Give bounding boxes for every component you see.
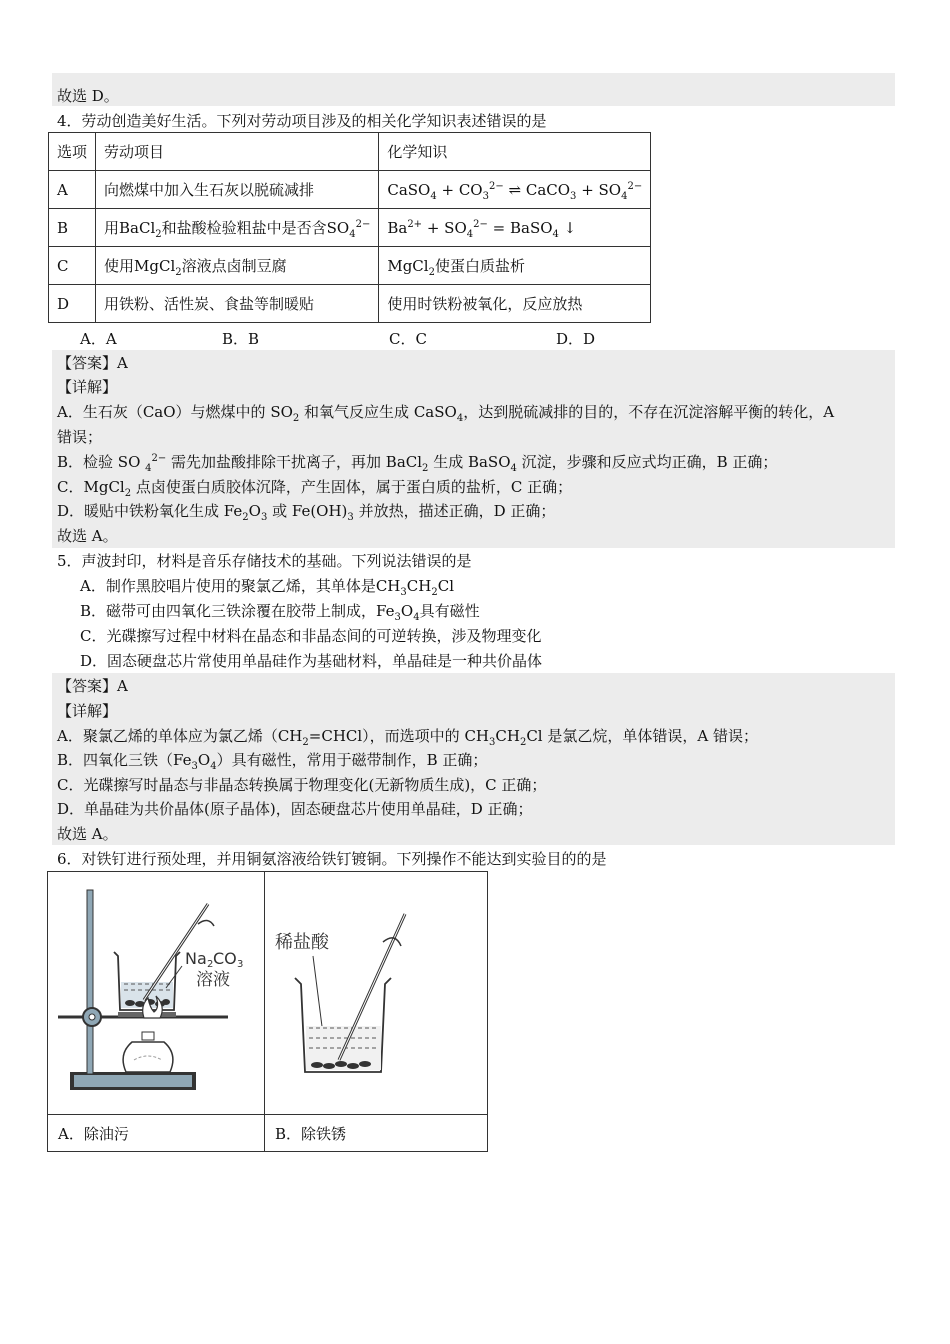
caption-a: A．除油污	[48, 1115, 265, 1152]
prev-conclusion: 故选 D。	[57, 87, 119, 105]
q5-option-a: A．制作黑胶唱片使用的聚氯乙烯，其单体是$CH_3CH_2Cl$	[80, 577, 454, 598]
row-labor-item: 用BaCl$_2$和盐酸检验粗盐中是否含$SO_4^{2-}$	[96, 209, 379, 247]
stir-arrow	[198, 920, 214, 926]
stand-pole	[87, 890, 93, 1074]
q5-answer: 【答案】A	[57, 677, 128, 695]
q5-detail-line: C．光碟擦写时晶态与非晶态转换属于物理变化(无新物质生成)，C 正确；	[57, 776, 547, 794]
caption-b: B．除铁锈	[265, 1115, 488, 1152]
q4-table	[48, 132, 651, 323]
q4-choice-d: D．D	[556, 330, 596, 348]
q4-detail-line: A．生石灰（CaO）与燃煤中的 $SO_2$ 和氧气反应生成 CaSO$_4$，达到脱硫减排的目的，不存在沉淀溶解平衡的转化，A	[57, 403, 835, 424]
label-solution: 溶液	[196, 970, 230, 990]
row-chem-knowledge: MgCl$_2$使蛋白质盐析	[379, 247, 651, 285]
row-option: A	[49, 171, 96, 209]
table-row	[49, 247, 651, 285]
table-row	[49, 171, 651, 209]
table-row	[49, 209, 651, 247]
heating-apparatus-diagram	[48, 872, 264, 1110]
q5-option-d: D．固态硬盘芯片常使用单晶硅作为基础材料，单晶硅是一种共价晶体	[80, 652, 543, 670]
q5-option-c: C．光碟擦写过程中材料在晶态和非晶态间的可逆转换，涉及物理变化	[80, 627, 542, 645]
q6-figure-table	[47, 871, 488, 1152]
row-chem-knowledge: $Ba^{2+} + SO_4^{2-}$ = BaSO$_4$ ↓	[379, 209, 651, 247]
header-option: 选项	[49, 133, 96, 171]
q4-choice-c: C．C	[389, 330, 427, 348]
table-header-row	[49, 133, 651, 171]
answer-block-prev	[52, 73, 895, 106]
row-labor-item: 使用MgCl$_2$溶液点卤制豆腐	[96, 247, 379, 285]
lamp-wick-holder	[142, 1032, 154, 1040]
q4-choice-b: B．B	[222, 330, 260, 348]
q5-detail-label: 【详解】	[57, 702, 118, 720]
row-chem-knowledge: CaSO$_4$ + $CO_3^{2-}$ ⇌ CaCO$_3$ + $SO_4^{2-}$	[379, 171, 651, 209]
row-labor-item: 向燃煤中加入生石灰以脱硫减排	[96, 171, 379, 209]
q4-detail-label: 【详解】	[57, 378, 118, 396]
row-chem-knowledge: 使用时铁粉被氧化，反应放热	[379, 285, 651, 323]
header-chem-knowledge: 化学知识	[379, 133, 651, 171]
q4-stem: 4．劳动创造美好生活。下列对劳动项目涉及的相关化学知识表述错误的是	[57, 112, 547, 130]
table-row	[49, 285, 651, 323]
row-labor-item: 用铁粉、活性炭、食盐等制暖贴	[96, 285, 379, 323]
q4-answer: 【答案】A	[57, 354, 128, 372]
q4-detail-line: 故选 A。	[57, 527, 118, 545]
q5-detail-line: B．四氧化三铁$(Fe_3O_4)$具有磁性，常用于磁带制作，B 正确；	[57, 751, 488, 772]
alcohol-lamp	[123, 1042, 173, 1072]
q4-detail-line: D．暖贴中铁粉氧化生成 $Fe_2O_3$ 或 $Fe(OH)_3$ 并放热，描述正确，D 正确；	[57, 502, 556, 523]
row-option: D	[49, 285, 96, 323]
q5-stem: 5．声波封印，材料是音乐存储技术的基础。下列说法错误的是	[57, 552, 472, 570]
q4-choice-a: A．A	[80, 330, 117, 348]
row-option: B	[49, 209, 96, 247]
stand-base-top	[74, 1075, 192, 1087]
svg-text:2: 2	[207, 959, 214, 970]
q4-detail-line: C．MgCl$_2$ 点卤使蛋白质胶体沉降，产生固体，属于蛋白质的盐析，C 正确；	[57, 478, 573, 499]
q4-detail-line: B．检验 SO $_4^{2-}$ 需先加盐酸排除干扰离子，再加 BaCl$_2$ 生成 BaSO$_4$ 沉淀，步骤和反应式均正确，B 正确；	[57, 453, 778, 474]
q5-option-b: B．磁带可由四氧化三铁涂覆在胶带上制成，$Fe_3O_4$具有磁性	[80, 602, 480, 623]
figure-a-cell	[48, 872, 265, 1115]
figure-b-cell	[265, 872, 488, 1115]
q5-detail-line: 故选 A。	[57, 825, 118, 843]
label-co: CO	[213, 949, 237, 968]
row-option: C	[49, 247, 96, 285]
q6-stem: 6．对铁钉进行预处理，并用铜氨溶液给铁钉镀铜。下列操作不能达到实验目的的是	[57, 850, 607, 868]
header-labor-item: 劳动项目	[96, 133, 379, 171]
q5-detail-line: A．聚氯乙烯的单体应为氯乙烯$(CH_2=CHCl)$，而选项中的 $CH_3CH_2Cl$ 是氯乙烷，单体错误，A 错误；	[57, 727, 758, 748]
q5-detail-line: D．单晶硅为共价晶体(原子晶体)，固态硬盘芯片使用单晶硅，D 正确；	[57, 800, 533, 818]
acid-wash-diagram	[265, 872, 487, 1110]
q4-detail-line: 错误；	[57, 428, 103, 446]
svg-text:3: 3	[237, 959, 244, 970]
label-dilute-hcl: 稀盐酸	[275, 932, 329, 953]
label-na: Na	[185, 949, 207, 968]
